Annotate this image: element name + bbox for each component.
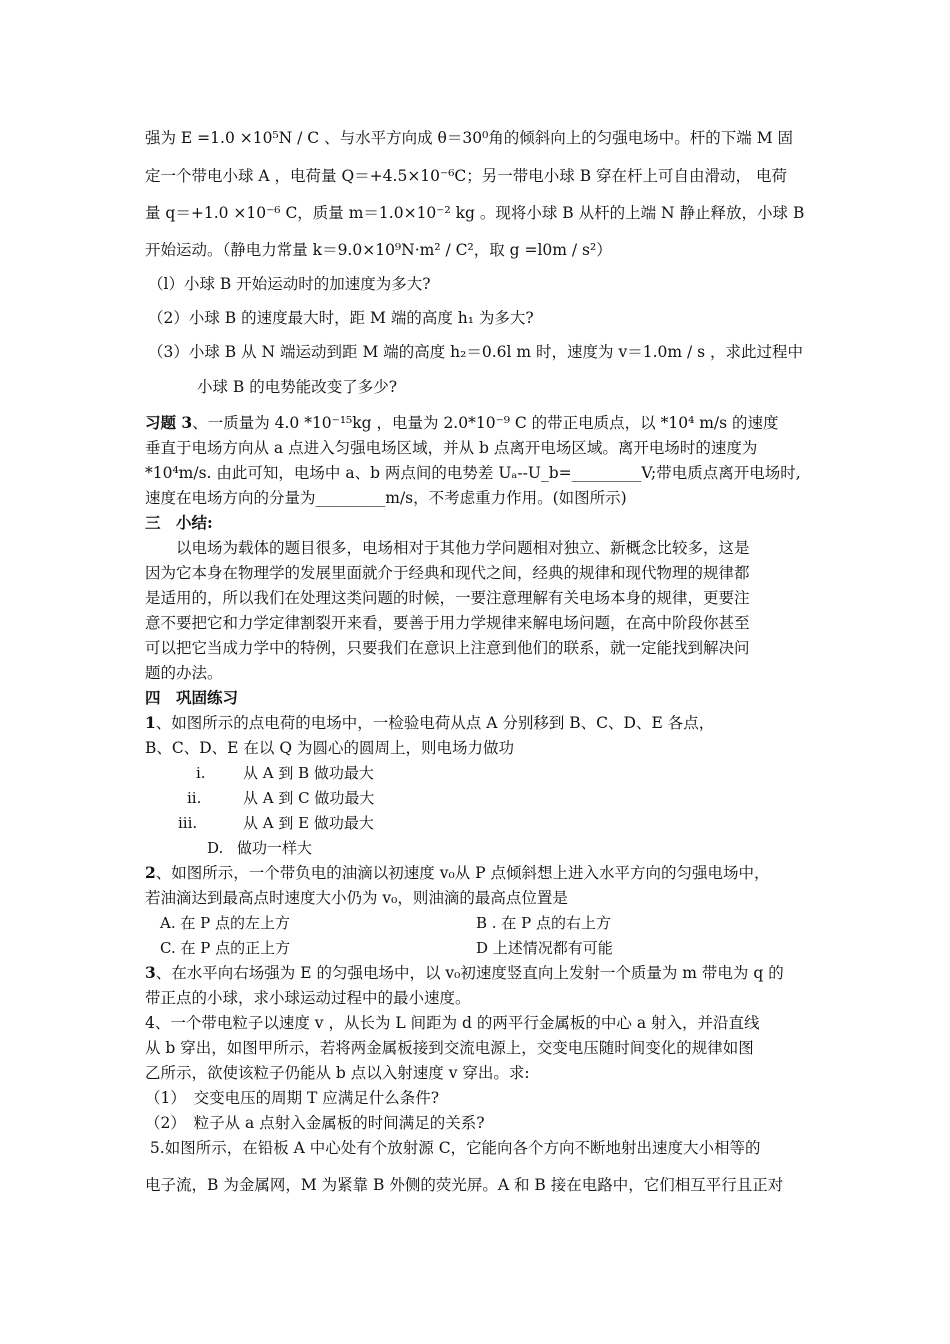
problem3-label: 习题 3 bbox=[145, 413, 193, 432]
q1-line: 1、如图所示的点电荷的电场中，一检验电荷从点 A 分别移到 B、C、D、E 各点， bbox=[145, 713, 715, 732]
q1-option-mark: iii. bbox=[178, 814, 198, 832]
problem3-line: 速度在电场方向的分量为_________m/s，不考虑重力作用。(如图所示) bbox=[145, 489, 627, 507]
problem2-question: （3）小球 B 从 N 端运动到距 M 端的高度 h₂＝0.6l m 时，速度为 v＝1.0m / s ，求此过程中 bbox=[148, 343, 804, 361]
q4-subquestion: （1） 交变电压的周期 T 应满足什么条件? bbox=[145, 1089, 440, 1107]
summary-line: 题的办法。 bbox=[145, 664, 223, 682]
q5-line: 电子流，B 为金属网，M 为紧靠 B 外侧的荧光屏。A 和 B 接在电路中，它们相互平行且正对 bbox=[145, 1176, 784, 1194]
q4-line: 乙所示，欲使该粒子仍能从 b 点以入射速度 v 穿出。求: bbox=[145, 1064, 530, 1082]
summary-line: 可以把它当成力学中的特例，只要我们在意识上注意到他们的联系，就一定能找到解决问 bbox=[145, 639, 750, 657]
problem3-line: 垂直于电场方向从 a 点进入匀强电场区域，并从 b 点离开电场区域。离开电场时的速度为 bbox=[145, 439, 758, 457]
q1-line: B、C、D、E 在以 Q 为圆心的圆周上，则电场力做功 bbox=[145, 739, 514, 757]
q1-option-text: 从 A 到 C 做功最大 bbox=[243, 789, 375, 807]
summary-line: 因为它本身在物理学的发展里面就介于经典和现代之间，经典的规律和现代物理的规律都 bbox=[145, 564, 750, 582]
q2-number: 2 bbox=[145, 863, 156, 882]
q4-line: 4、一个带电粒子以速度 v ，从长为 L 间距为 d 的两平行金属板的中心 a 射入，并沿直线 bbox=[145, 1014, 760, 1032]
q3-line: 3、在水平向右场强为 E 的匀强电场中，以 v₀初速度竖直向上发射一个质量为 m 带电为 q 的 bbox=[145, 963, 784, 982]
q2-option: B . 在 P 点的右上方 bbox=[476, 914, 611, 932]
problem2-line: 强为 E =1.0 ×10⁵N / C 、与水平方向成 θ＝30⁰角的倾斜向上的匀强电场中。杆的下端 M 固 bbox=[145, 129, 794, 147]
problem2-question: （2）小球 B 的速度最大时，距 M 端的高度 h₁ 为多大? bbox=[148, 309, 534, 327]
problem2-question: 小球 B 的电势能改变了多少? bbox=[197, 378, 398, 396]
q4-subquestion: （2） 粒子从 a 点射入金属板的时间满足的关系? bbox=[145, 1114, 485, 1132]
problem2-line: 开始运动。（静电力常量 k＝9.0×10⁹N·m² / C²，取 g =l0m / s²） bbox=[145, 241, 612, 259]
problem3-line: 习题 3、一质量为 4.0 *10⁻¹⁵kg ，电量为 2.0*10⁻⁹ C 的带正电质点，以 *10⁴ m/s 的速度 bbox=[145, 413, 779, 432]
q4-line: 从 b 穿出，如图甲所示，若将两金属板接到交流电源上，交变电压随时间变化的规律如图 bbox=[145, 1039, 754, 1057]
q1-option-mark: ii. bbox=[187, 789, 202, 807]
problem2-line: 定一个带电小球 A ，电荷量 Q＝+4.5×10⁻⁶C；另一带电小球 B 穿在杆上可自由滑动， 电荷 bbox=[145, 167, 787, 185]
q5-line: 5.如图所示，在铅板 A 中心处有个放射源 C，它能向各个方向不断地射出速度大小相等的 bbox=[145, 1139, 761, 1157]
summary-line: 是适用的，所以我们在处理这类问题的时候，一要注意理解有关电场本身的规律，更要注 bbox=[145, 589, 750, 607]
q1-option-mark: D. bbox=[207, 839, 224, 857]
q1-number: 1 bbox=[145, 713, 156, 732]
q1-option-text: 从 A 到 E 做功最大 bbox=[243, 814, 374, 832]
q2-option: A. 在 P 点的左上方 bbox=[160, 914, 290, 932]
summary-line: 意不要把它和力学定律割裂开来看，要善于用力学规律来解电场问题，在高中阶段你甚至 bbox=[145, 614, 750, 632]
problem2-line: 量 q＝+1.0 ×10⁻⁶ C，质量 m＝1.0×10⁻² kg 。现将小球 B 从杆的上端 N 静止释放，小球 B bbox=[145, 204, 805, 222]
q3-number: 3 bbox=[145, 963, 156, 982]
q2-line: 2、如图所示，一个带负电的油滴以初速度 v₀从 P 点倾斜想上进入水平方向的匀强电场中， bbox=[145, 863, 770, 882]
q2-option: C. 在 P 点的正上方 bbox=[160, 939, 291, 957]
q3-line: 带正点的小球，求小球运动过程中的最小速度。 bbox=[145, 989, 471, 1007]
problem2-question: （l）小球 B 开始运动时的加速度为多大? bbox=[148, 275, 431, 293]
q2-option: D 上述情况都有可能 bbox=[476, 939, 613, 957]
summary-line: 以电场为载体的题目很多，电场相对于其他力学问题相对独立、新概念比较多，这是 bbox=[145, 539, 750, 557]
q1-option-mark: i. bbox=[196, 764, 206, 782]
q1-option-text: 从 A 到 B 做功最大 bbox=[243, 764, 374, 782]
practice-heading: 四 巩固练习 bbox=[145, 688, 239, 707]
q1-option-text: 做功一样大 bbox=[237, 839, 313, 857]
summary-heading: 三 小结: bbox=[145, 513, 213, 532]
q2-line: 若油滴达到最高点时速度大小仍为 v₀，则油滴的最高点位置是 bbox=[145, 889, 568, 907]
problem3-line: *10⁴m/s. 由此可知，电场中 a、b 两点间的电势差 Uₐ--U_b=_________V;带电质点离开电场时, bbox=[145, 464, 801, 482]
